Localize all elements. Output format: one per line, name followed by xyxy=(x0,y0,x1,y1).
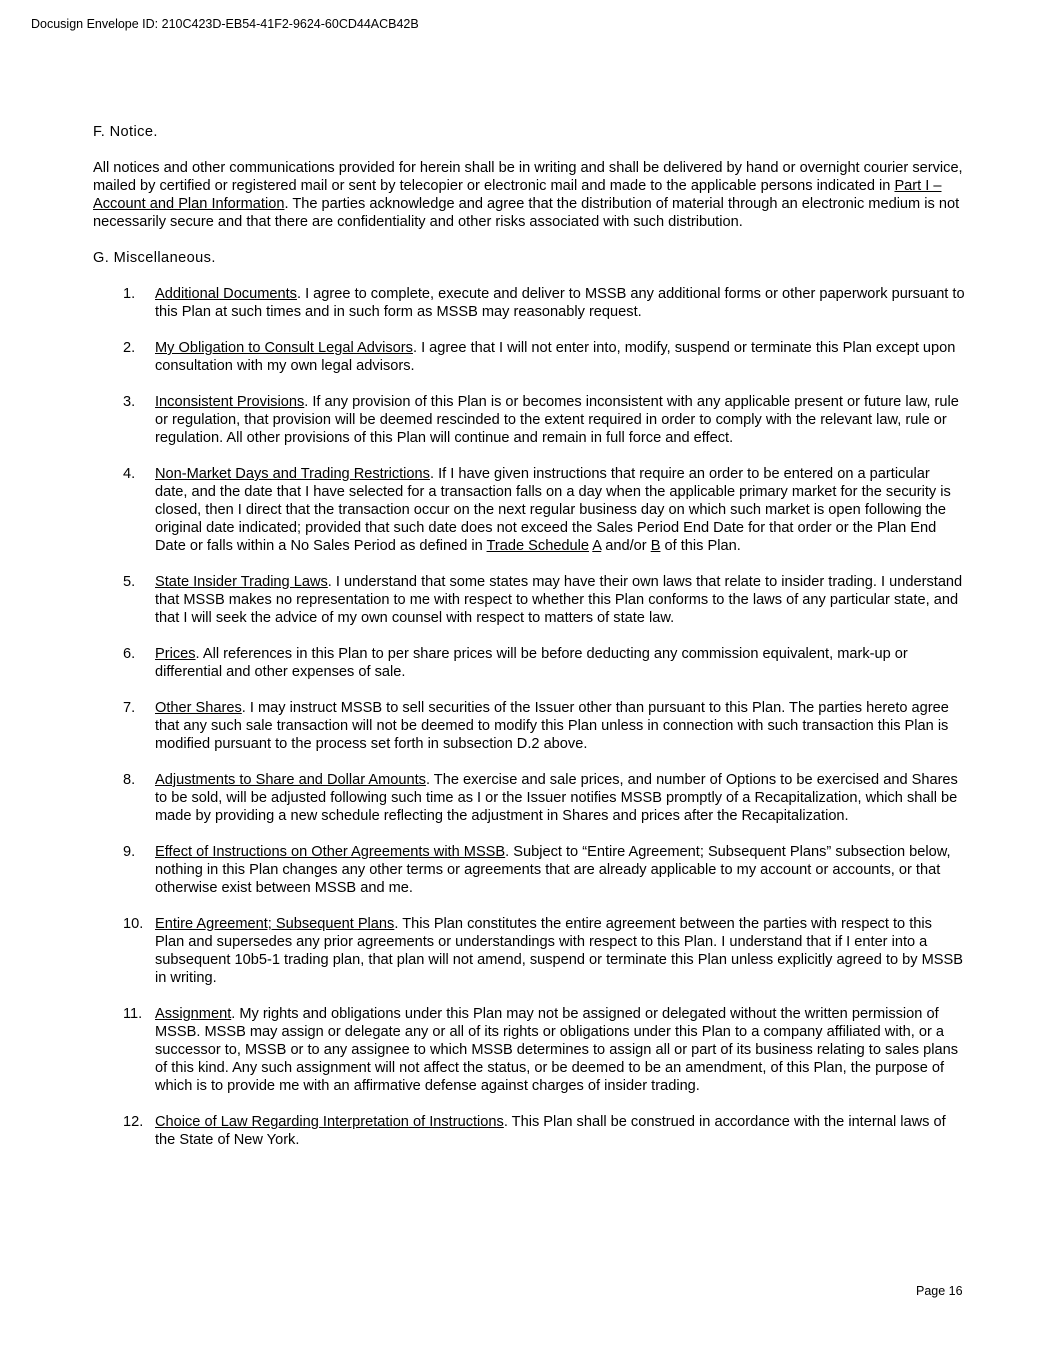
item-title: Non-Market Days and Trading Restrictions xyxy=(155,466,430,482)
item-text: . Subject to “Entire Agreement; Subsequent Plans” subsection below, nothing in this Plan changes any other terms or agreements that are already applicable to my account or accounts, or that otherwise exist between MSSB and me. xyxy=(155,844,951,896)
notice-text-1: All notices and other communications provided for herein shall be in writing and shall be delivered by hand or overnight courier service, mailed by certified or registered mail or sent by telecopier or electronic mail and made to the applicable persons indicated in xyxy=(93,160,963,194)
item-title: Inconsistent Provisions xyxy=(155,394,305,410)
miscellaneous-heading: G. Miscellaneous. xyxy=(93,250,216,266)
schedule-b-reference: B xyxy=(650,538,661,554)
item-title: My Obligation to Consult Legal Advisors xyxy=(155,340,413,356)
item-title: Assignment xyxy=(155,1006,232,1022)
list-item xyxy=(93,699,965,753)
item-number: 2. xyxy=(123,340,136,356)
item-title: Choice of Law Regarding Interpretation of Instructions xyxy=(155,1114,504,1130)
item-text: . If I have given instructions that require an order to be entered on a particular date, and the date that I have selected for a transaction falls on a day when the applicable primary market for the security is closed, then I direct that the transaction occur on the next regular business day on which such market is open following the original date indicated; provided that such date does not exceed the Sales Period End Date for that order or the Plan End Date or falls within a No Sales Period as defined in xyxy=(155,466,951,554)
item-number: 10. xyxy=(123,916,144,932)
list-item xyxy=(93,393,965,447)
schedule-a-reference: A xyxy=(592,538,602,554)
item-text: . I agree that I will not enter into, modify, suspend or terminate this Plan except upon consultation with my own legal advisors. xyxy=(155,340,956,374)
document-body xyxy=(93,123,965,1167)
envelope-id: Docusign Envelope ID: 210C423D-EB54-41F2-9624-60CD44ACB42B xyxy=(31,17,419,31)
item-text: . If any provision of this Plan is or becomes inconsistent with any applicable present or future law, rule or regulation, that provision will be deemed rescinded to the extent required in order to comply with the relevant law, rule or regulation. All other provisions of this Plan will continue and remain in full force and effect. xyxy=(155,394,959,446)
list-item xyxy=(93,645,965,681)
item-text: . The exercise and sale prices, and number of Options to be exercised and Shares to be sold, will be adjusted following such time as I or the Issuer notifies MSSB promptly of a Recapitalization, which shall be made by providing a new schedule reflecting the adjustment in Shares and prices after the Recapitalization. xyxy=(155,772,958,824)
notice-part-i-reference: Part I – Account and Plan Information xyxy=(93,178,942,212)
item-text-end: of this Plan. xyxy=(660,538,741,554)
list-item xyxy=(93,465,965,555)
item-number: 8. xyxy=(123,772,136,788)
trade-schedule-reference: Trade Schedule xyxy=(486,538,590,554)
item-text: . I agree to complete, execute and deliver to MSSB any additional forms or other paperwork pursuant to this Plan at such times and in such form as MSSB may reasonably request. xyxy=(155,286,965,320)
list-item xyxy=(93,573,965,627)
item-text: . I understand that some states may have their own laws that relate to insider trading. I understand that MSSB makes no representation to me with respect to whether this Plan conforms to the laws of any particular state, and that I will seek the advice of my own counsel with respect to matters of state law. xyxy=(155,574,963,626)
list-item xyxy=(93,843,965,897)
item-title: Adjustments to Share and Dollar Amounts xyxy=(155,772,426,788)
item-number: 11. xyxy=(123,1006,143,1022)
item-number: 6. xyxy=(123,646,136,662)
list-item xyxy=(93,339,965,375)
list-item xyxy=(93,771,965,825)
item-text: . My rights and obligations under this Plan may not be assigned or delegated without the written permission of MSSB. MSSB may assign or delegate any or all of its rights or obligations under this Plan to a company affiliated with, or a successor to, MSSB or to any assignee to which MSSB determines to assign all or part of its business relating to sales plans of this kind. Any such assignment will not affect the status, or be deemed to be an amendment, of this Plan, the purpose of which is to provide me with an affirmative defense against charges of insider trading. xyxy=(155,1006,959,1094)
item-number: 1. xyxy=(123,286,136,302)
list-item xyxy=(93,1113,965,1149)
page-number: Page 16 xyxy=(916,1284,963,1298)
item-number: 3. xyxy=(123,394,136,410)
list-item xyxy=(93,285,965,321)
notice-heading: F. Notice. xyxy=(93,124,158,140)
notice-paragraph xyxy=(93,159,965,231)
miscellaneous-list xyxy=(93,285,965,1149)
item-text-connector: and/or xyxy=(601,538,651,554)
item-number: 7. xyxy=(123,700,136,716)
item-number: 4. xyxy=(123,466,136,482)
list-item xyxy=(93,915,965,987)
item-text: . All references in this Plan to per share prices will be before deducting any commission equivalent, mark-up or differential and other expenses of sale. xyxy=(155,646,908,680)
item-title: Other Shares xyxy=(155,700,242,716)
item-number: 9. xyxy=(123,844,136,860)
item-title: Prices xyxy=(155,646,196,662)
item-title: Additional Documents xyxy=(155,286,297,302)
item-title: Effect of Instructions on Other Agreements with MSSB xyxy=(155,844,506,860)
item-text: . I may instruct MSSB to sell securities of the Issuer other than pursuant to this Plan. The parties hereto agree that any such sale transaction will not be deemed to modify this Plan unless in connection with such transaction this Plan is modified pursuant to the process set forth in subsection D.2 above. xyxy=(155,700,949,752)
item-number: 12. xyxy=(123,1114,144,1130)
notice-text-2: . The parties acknowledge and agree that the distribution of material through an electronic medium is not necessarily secure and that there are confidentiality and other risks associated with such distribution. xyxy=(93,196,960,230)
item-text: . This Plan constitutes the entire agreement between the parties with respect to this Plan and supersedes any prior agreements or understandings with respect to this Plan. I understand that if I enter into a subsequent 10b5-1 trading plan, that plan will not amend, suspend or terminate this Plan unless explicitly agreed to by MSSB in writing. xyxy=(155,916,963,986)
item-title: State Insider Trading Laws xyxy=(155,574,328,590)
item-number: 5. xyxy=(123,574,136,590)
list-item xyxy=(93,1005,965,1095)
item-text: . This Plan shall be construed in accordance with the internal laws of the State of New York. xyxy=(155,1114,946,1148)
item-title: Entire Agreement; Subsequent Plans xyxy=(155,916,395,932)
